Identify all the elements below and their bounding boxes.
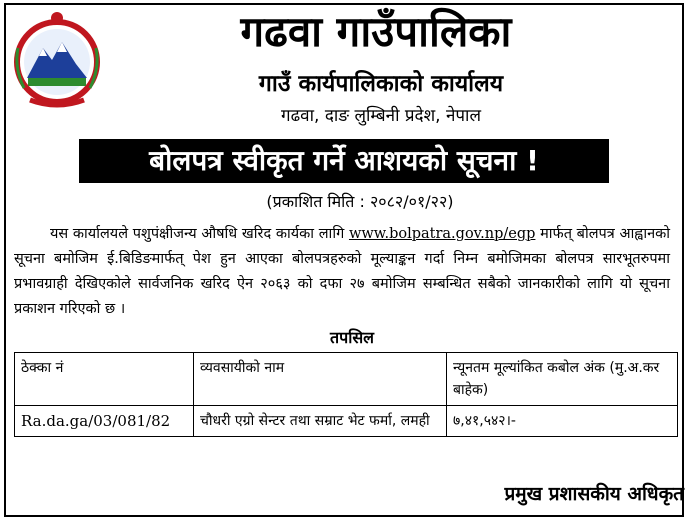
evaluated-amount-cell: ७,४१,५४२।- — [447, 406, 678, 437]
header-bidder-name: व्यवसायीको नाम — [194, 353, 447, 406]
published-date: (प्रकाशित मिति : २०८२/०१/२२) — [266, 192, 454, 211]
notice-title-banner: बोलपत्र स्वीकृत गर्ने आशयको सूचना ! — [79, 139, 609, 183]
office-name: गाउँ कार्यपालिकाको कार्यालय — [258, 71, 504, 97]
table-row — [15, 406, 678, 437]
header-evaluated-amount: न्यूनतम मूल्यांकित कबोल अंक (मु.अ.कर बाहेक) — [447, 353, 678, 406]
notice-body-part1: यस कार्यालयले पशुपंक्षीजन्य औषधि खरिद कार्यका लागि — [50, 226, 345, 242]
contract-no-cell: Ra.da.ga/03/081/82 — [15, 406, 194, 437]
header-contract-no: ठेक्का नं — [15, 353, 194, 406]
bid-table — [14, 352, 678, 437]
table-header-row — [15, 353, 678, 406]
bidder-name-cell: चौधरी एग्रो सेन्टर तथा सम्राट भेट फर्मा, लमही — [194, 406, 447, 437]
municipality-title: गढवा गाउँपालिका — [240, 7, 512, 56]
bolpatra-link[interactable]: www.bolpatra.gov.np/egp — [348, 226, 536, 242]
notice-body-part2: मार्फत् बोलपत्र आह्वानको सूचना बमोजिम ई.बिडिङमार्फत् पेश हुन आएका बोलपत्रहरुको मूल्याङ्कन गर्दा निम्न बमोजिमका बोलपत्र सारभूतरुपमा प्रभावग्राही देखिएकोले सार्वजनिक खरिद ऐन २०६३ को दफा २७ बमोजिम सम्बन्धित सबैको जानकारीको लागि यो सूचना प्रकाशन गरिएको छ । — [14, 226, 671, 317]
office-address: गढवा, दाङ लुम्बिनी प्रदेश, नेपाल — [281, 106, 481, 126]
notice-body — [14, 222, 670, 322]
signatory-title: प्रमुख प्रशासकीय अधिकृत — [504, 483, 684, 505]
table-caption: तपसिल — [329, 328, 375, 347]
